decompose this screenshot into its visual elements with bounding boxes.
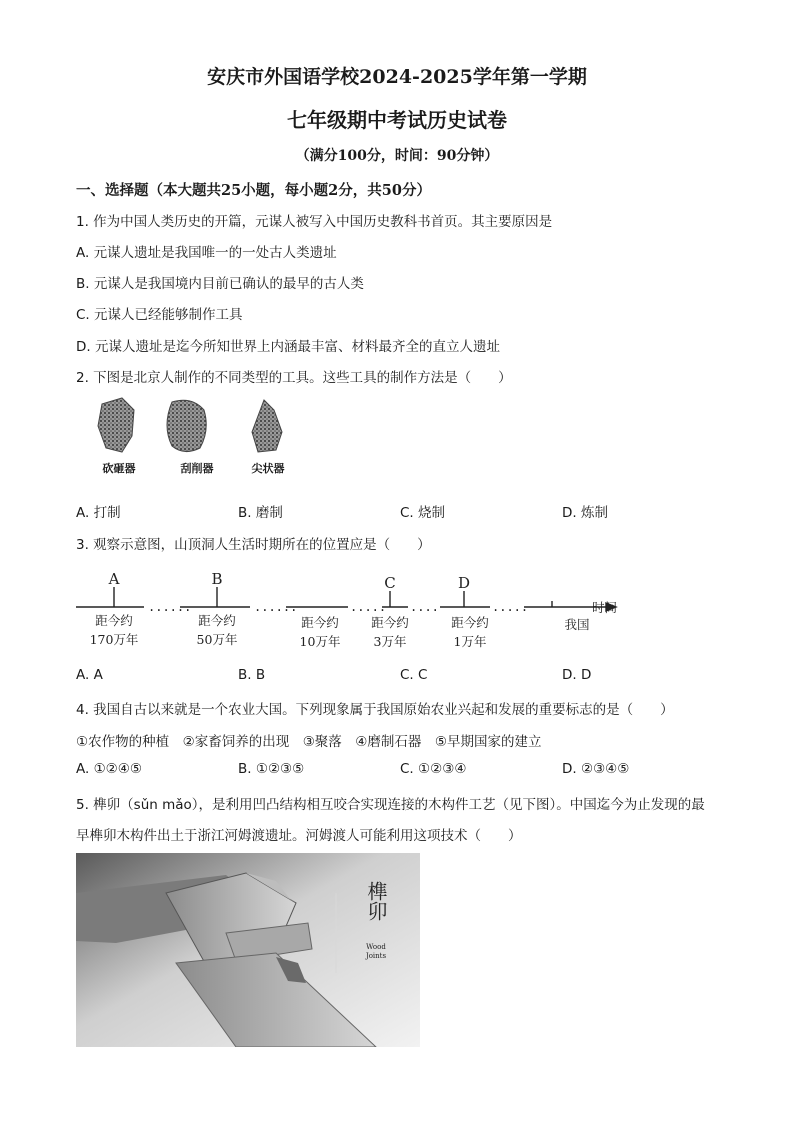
- q1-option-c: C. 元谋人已经能够制作工具: [76, 307, 243, 323]
- q4-option-c: C. ①②③④: [400, 761, 467, 777]
- q2-option-d: D. 炼制: [562, 505, 608, 521]
- q3-stem: 3. 观察示意图，山顶洞人生活时期所在的位置应是（ ）: [76, 537, 431, 553]
- q1-option-b: B. 元谋人是我国境内目前已确认的最早的古人类: [76, 276, 364, 292]
- q5-stem-line2: 早榫卯木构件出土于浙江河姆渡遗址。河姆渡人可能利用这项技术（ ）: [76, 828, 522, 844]
- tool-label-chopper: 砍砸器: [102, 462, 136, 475]
- q3-option-a: A. A: [76, 667, 103, 683]
- timeline-label-top: 距今约: [301, 615, 339, 630]
- q2-option-c: C. 烧制: [400, 505, 446, 521]
- q3-option-d: D. D: [562, 667, 592, 683]
- timeline-label-top: 距今约: [451, 615, 489, 630]
- q4-option-d: D. ②③④⑤: [562, 761, 630, 777]
- timeline-diagram: [72, 565, 632, 655]
- q4-stem: 4. 我国自古以来就是一个农业大国。下列现象属于我国原始农业兴起和发展的重要标志的是（ ）: [76, 702, 674, 718]
- section-heading: 一、选择题（本大题共25小题，每小题2分，共50分）: [76, 182, 431, 199]
- timeline-label-top: 距今约: [95, 613, 133, 628]
- exam-info: （满分100分，时间：90分钟）: [295, 148, 499, 164]
- tool-label-scraper: 刮削器: [180, 462, 214, 475]
- timeline-label-bottom: 50万年: [196, 632, 238, 647]
- timeline-label-top: 距今约: [198, 613, 236, 628]
- q4-items: ①农作物的种植 ②家畜饲养的出现 ③聚落 ④磨制石器 ⑤早期国家的建立: [76, 734, 542, 750]
- q2-stem: 2. 下图是北京人制作的不同类型的工具。这些工具的制作方法是（ ）: [76, 370, 512, 386]
- q2-option-b: B. 磨制: [238, 505, 283, 521]
- mortise-tenon-photo: [76, 853, 420, 1047]
- timeline-point-b: B: [211, 570, 223, 588]
- timeline-now-label: 我国: [564, 617, 590, 632]
- svg-text:......: ......: [254, 600, 298, 614]
- exam-title: 安庆市外国语学校2024-2025学年第一学期: [207, 66, 587, 88]
- timeline-axis-label: 时间: [592, 600, 618, 615]
- q3-option-c: C. C: [400, 667, 428, 683]
- photo-caption-en: Wood: [366, 943, 386, 951]
- exam-subtitle: 七年级期中考试历史试卷: [287, 108, 507, 132]
- q1-stem: 1. 作为中国人类历史的开篇，元谋人被写入中国历史教科书首页。其主要原因是: [76, 214, 553, 230]
- timeline-point-a: A: [108, 570, 120, 588]
- svg-text:......: ......: [148, 600, 192, 614]
- q2-option-a: A. 打制: [76, 505, 121, 521]
- timeline-label-bottom: 170万年: [89, 632, 139, 647]
- timeline-label-bottom: 3万年: [373, 634, 407, 649]
- photo-caption-en: Joints: [365, 952, 387, 960]
- timeline-label-top: 距今约: [371, 615, 409, 630]
- q3-option-b: B. B: [238, 667, 266, 683]
- timeline-label-bottom: 10万年: [299, 634, 341, 649]
- photo-title-text: 榫卯: [364, 881, 388, 921]
- timeline-point-d: D: [457, 574, 471, 592]
- q4-option-a: A. ①②④⑤: [76, 761, 142, 777]
- svg-text:.....: .....: [350, 600, 387, 614]
- q1-option-a: A. 元谋人遗址是我国唯一的一处古人类遗址: [76, 245, 337, 261]
- q1-option-d: D. 元谋人遗址是迄今所知世界上内涵最丰富、材料最齐全的直立人遗址: [76, 339, 500, 355]
- tool-label-point: 尖状器: [251, 462, 285, 475]
- svg-text:....: ....: [410, 600, 439, 614]
- q4-option-b: B. ①②③⑤: [238, 761, 305, 777]
- timeline-label-bottom: 1万年: [453, 634, 487, 649]
- stone-tools-image: [92, 396, 312, 458]
- svg-text:.....: .....: [492, 600, 529, 614]
- timeline-point-c: C: [384, 574, 396, 592]
- q5-stem-line1: 5. 榫卯（sǔn mǎo），是利用凹凸结构相互咬合实现连接的木构件工艺（见下图）。中国迄今为止发现的最: [76, 797, 705, 813]
